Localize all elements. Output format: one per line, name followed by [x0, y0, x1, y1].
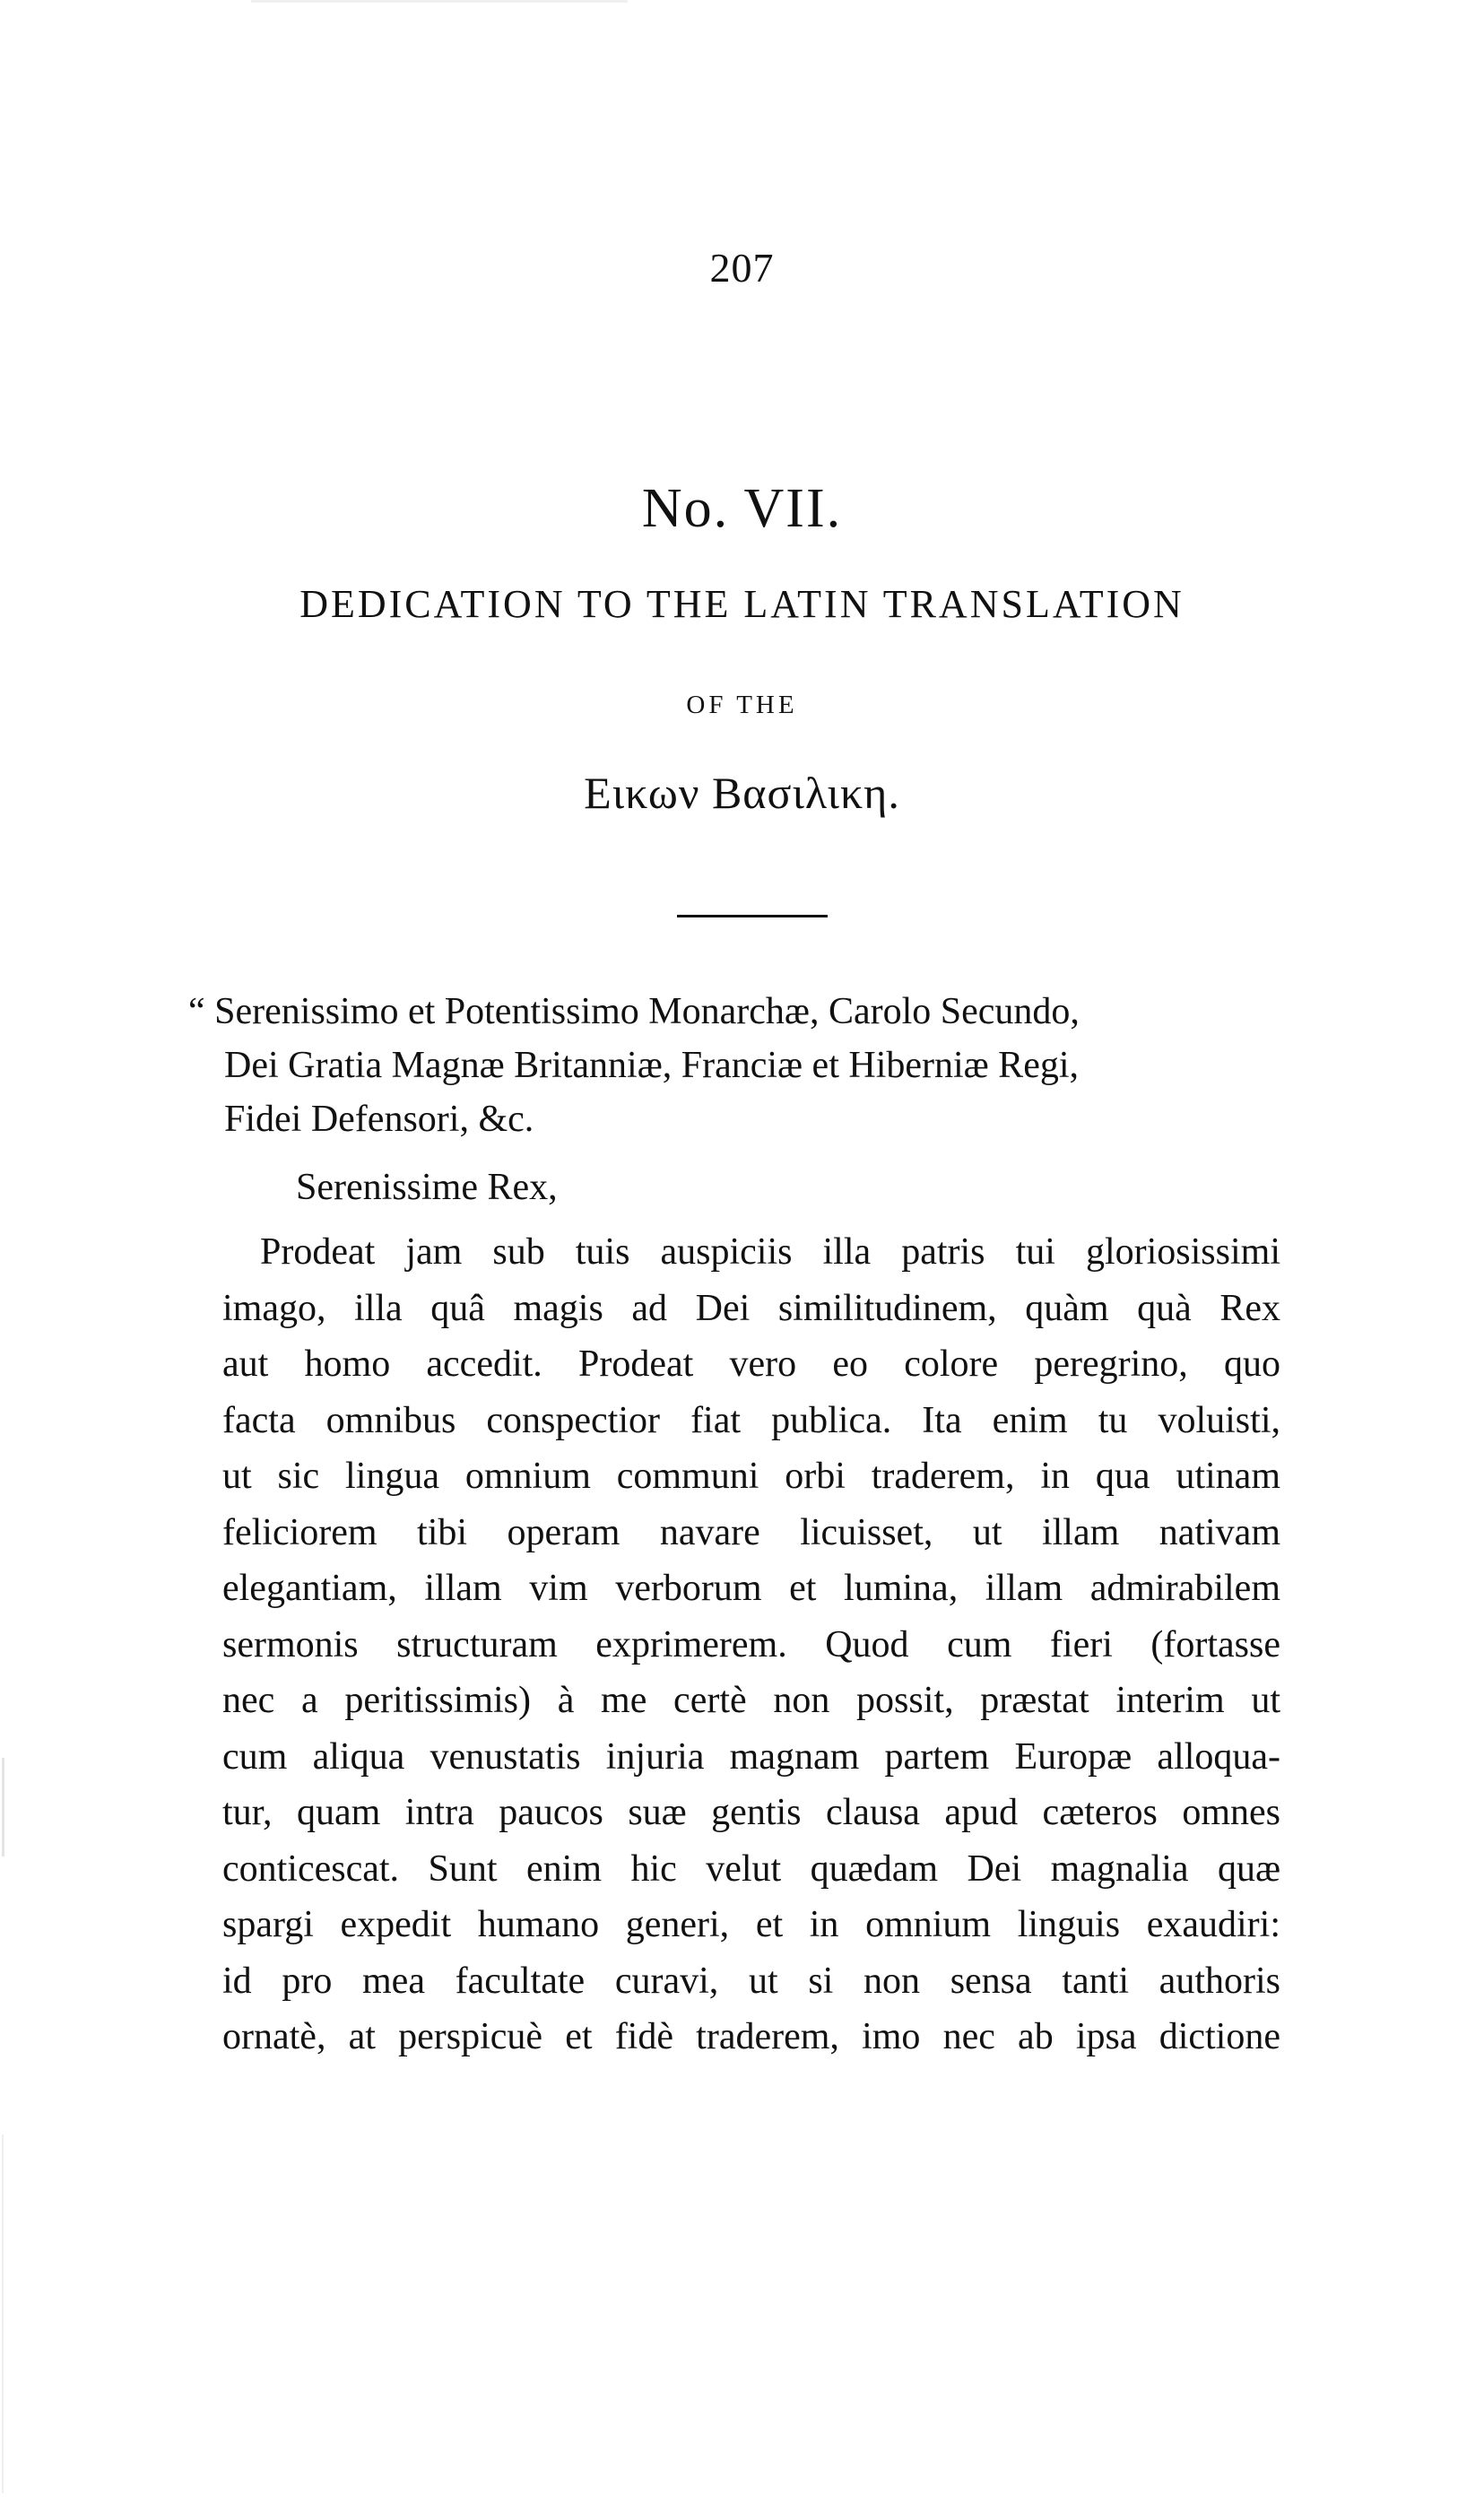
page-heading: DEDICATION TO THE LATIN TRANSLATION — [299, 582, 1185, 626]
text-line: Prodeat jam sub tuis auspiciis illa patris tui gloriosissimi — [260, 1231, 1280, 1273]
salutation-block — [188, 985, 1278, 1146]
scan-margin-mark — [2, 2134, 4, 2493]
text-line: elegantiam, illam vim verborum et lumina, illam admirabilem — [222, 1568, 1280, 1609]
text-line: aut homo accedit. Prodeat vero eo colore peregrino, quo — [222, 1343, 1280, 1385]
text-line: id pro mea facultate curavi, ut si non sensa tanti authoris — [222, 1960, 1280, 2002]
scan-margin-mark — [2, 1758, 4, 1856]
section-divider — [677, 915, 828, 917]
text-line: sermonis structuram exprimerem. Quod cum fieri (fortasse — [222, 1623, 1280, 1665]
text-line: conticescat. Sunt enim hic velut quædam Dei magnalia quæ — [222, 1848, 1280, 1890]
text-line: spargi expedit humano generi, et in omnium linguis exaudiri: — [222, 1904, 1280, 1945]
page-number: 207 — [709, 245, 775, 291]
salutation-line: Dei Gratia Magnæ Britanniæ, Franciæ et Hiberniæ Regi, — [224, 1045, 1079, 1086]
greek-title: Εικων Βασιλικη. — [584, 768, 900, 818]
document-number: No. VII. — [641, 478, 843, 539]
text-line: nec a peritissimis) à me certè non possit, præstat interim ut — [222, 1680, 1280, 1721]
salutation-line: “ Serenissimo et Potentissimo Monarchæ, Carolo Secundo, — [188, 991, 1080, 1032]
salutation-line: Fidei Defensori, &c. — [224, 1099, 534, 1140]
body-paragraph — [222, 1224, 1280, 2065]
text-line: imago, illa quâ magis ad Dei similitudinem, quàm quà Rex — [222, 1287, 1280, 1329]
text-line: cum aliqua venustatis injuria magnam partem Europæ alloqua- — [222, 1735, 1280, 1778]
text-line: ut sic lingua omnium communi orbi traderem, in qua utinam — [222, 1456, 1280, 1497]
text-line: facta omnibus conspectior fiat publica. Ita enim tu voluisti, — [222, 1399, 1280, 1441]
text-line: tur, quam intra paucos suæ gentis clausa apud cæteros omnes — [222, 1792, 1280, 1833]
text-line: feliciorem tibi operam navare licuisset, ut illam nativam — [222, 1511, 1280, 1553]
scan-edge-mark — [251, 0, 628, 3]
page-subheading: OF THE — [686, 691, 798, 719]
address-line: Serenissime Rex, — [296, 1167, 558, 1208]
text-line: ornatè, at perspicuè et fidè traderem, imo nec ab ipsa dictione — [222, 2016, 1280, 2057]
